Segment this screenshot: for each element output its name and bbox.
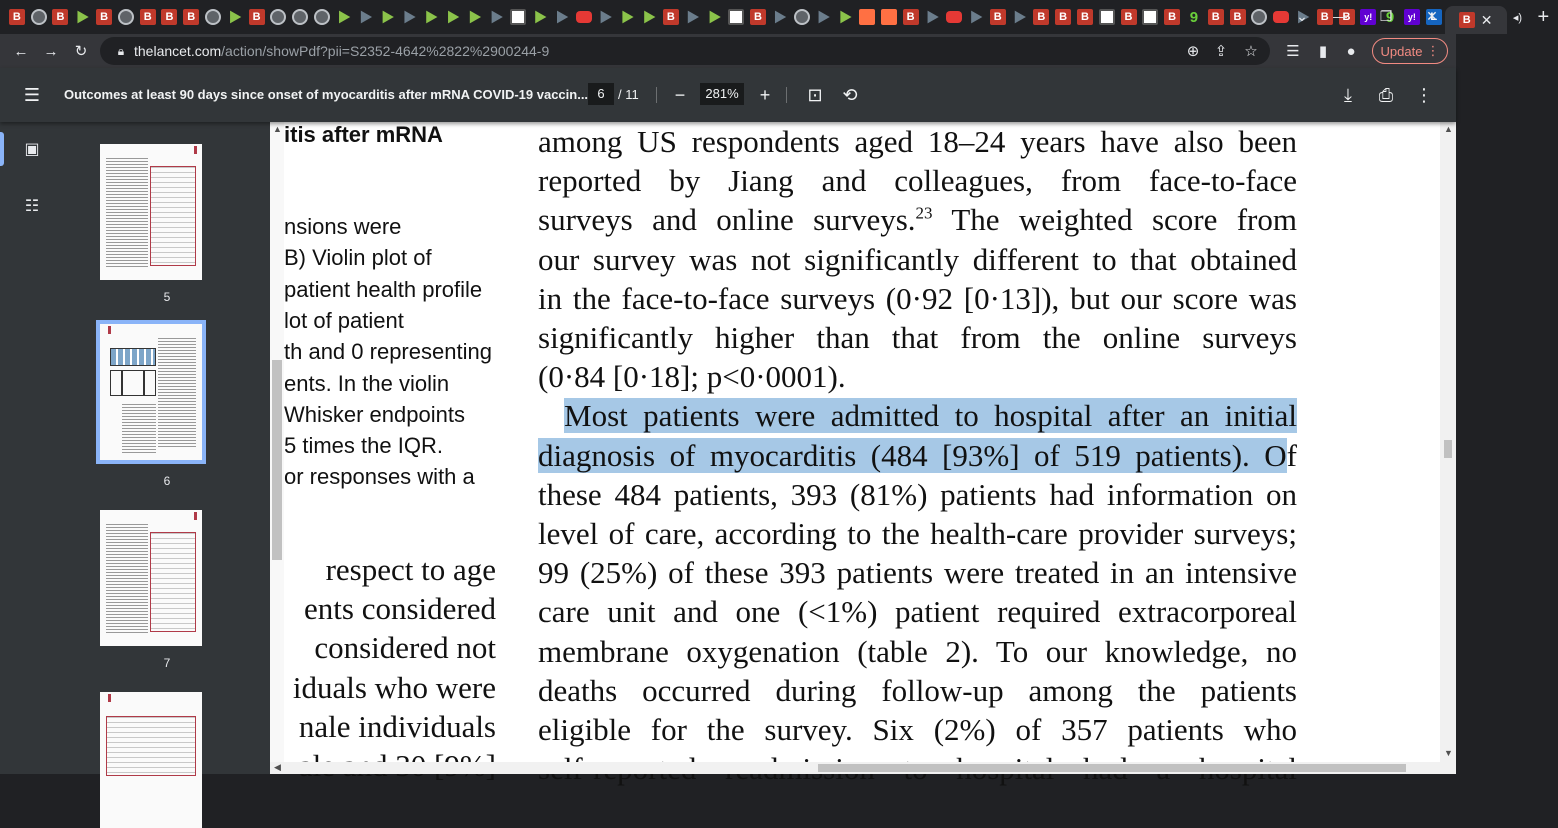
text-segment: f xyxy=(1286,437,1297,473)
caption-line: th and 0 representing xyxy=(284,339,492,365)
profile-icon[interactable]: ● xyxy=(1346,42,1356,60)
sidenav-rail xyxy=(0,122,64,774)
browser-tab[interactable] xyxy=(355,6,377,28)
body-text-line[interactable] xyxy=(538,632,1297,671)
browser-tab[interactable] xyxy=(202,6,224,28)
browser-tab[interactable] xyxy=(529,6,551,28)
update-button[interactable] xyxy=(1372,38,1448,64)
tab-favicon-icon xyxy=(1251,9,1267,25)
body-text-line[interactable] xyxy=(538,122,1297,161)
caption-line: lot of patient xyxy=(284,307,404,333)
selected-text[interactable]: diagnosis of myocarditis (484 [93%] of 519 patients). O xyxy=(538,437,1287,473)
tab-favicon-icon xyxy=(1208,9,1224,25)
browser-tab[interactable] xyxy=(377,6,399,28)
left-body-line: ents considered xyxy=(304,591,496,627)
minimize-icon[interactable]: — xyxy=(1333,8,1347,24)
browser-tab[interactable] xyxy=(791,6,813,28)
text-segment: our survey was not significantly different to that obtained xyxy=(538,241,1297,277)
caption-line: ents. In the violin xyxy=(284,370,450,396)
browser-tab[interactable] xyxy=(289,6,311,28)
browser-tab[interactable] xyxy=(725,6,747,28)
tab-favicon-icon xyxy=(488,9,504,25)
tab-search-icon[interactable]: ⌄ xyxy=(1296,7,1308,24)
browser-tab[interactable] xyxy=(268,6,290,28)
browser-tab[interactable] xyxy=(159,6,181,28)
vertical-scrollbar[interactable] xyxy=(1440,122,1456,762)
text-segment: significantly higher than that from the online surveys xyxy=(538,320,1297,355)
menu-icon[interactable]: ☰ xyxy=(23,84,41,105)
browser-tab[interactable] xyxy=(1009,6,1031,28)
browser-tab[interactable] xyxy=(704,6,726,28)
browser-tab[interactable] xyxy=(1139,6,1161,28)
tab-favicon-icon xyxy=(1142,9,1158,25)
browser-tab[interactable] xyxy=(1183,6,1205,28)
browser-tab[interactable] xyxy=(93,6,115,28)
body-text-line[interactable] xyxy=(538,592,1297,631)
tab-favicon-icon xyxy=(1033,9,1049,25)
zoom-in-icon[interactable]: + xyxy=(759,84,771,105)
browser-tab[interactable] xyxy=(987,6,1009,28)
browser-tab[interactable] xyxy=(6,6,28,28)
page-thumbnail-7[interactable] xyxy=(100,510,202,646)
tab-favicon-icon xyxy=(9,9,25,25)
tab-favicon-icon xyxy=(881,9,897,25)
scroll-up-arrow-icon[interactable]: ▲ xyxy=(273,124,282,134)
body-text-line[interactable] xyxy=(538,553,1297,592)
back-icon[interactable]: ← xyxy=(13,42,29,60)
tab-favicon-icon xyxy=(314,9,330,25)
rotate-icon[interactable]: ⟲ xyxy=(842,84,858,105)
body-text-line[interactable] xyxy=(538,475,1297,514)
body-text-line[interactable] xyxy=(538,240,1297,279)
browser-toolbar xyxy=(0,34,1456,68)
body-text-line[interactable] xyxy=(538,710,1297,749)
browser-tab[interactable] xyxy=(71,6,93,28)
fit-page-icon[interactable]: ⊡ xyxy=(807,84,823,105)
tab-favicon-icon xyxy=(1186,9,1202,25)
tab-favicon-icon xyxy=(205,9,221,25)
browser-tab[interactable] xyxy=(1248,6,1270,28)
browser-tab[interactable] xyxy=(137,6,159,28)
bookmark-star-icon[interactable]: ☆ xyxy=(1244,43,1258,60)
text-segment: membrane oxygenation (table 2). To our knowledge, no xyxy=(538,633,1297,669)
tab-favicon-icon xyxy=(619,9,635,25)
horizontal-scroll-thumb[interactable] xyxy=(818,764,1406,772)
body-text-line[interactable] xyxy=(538,279,1297,318)
body-text-line[interactable] xyxy=(538,200,1297,239)
thumbnail-label-5: 5 xyxy=(163,290,171,304)
divider xyxy=(786,87,787,103)
citation-superscript[interactable]: 23 xyxy=(915,204,933,224)
browser-tab[interactable] xyxy=(180,6,202,28)
browser-tab[interactable] xyxy=(616,6,638,28)
browser-tab[interactable] xyxy=(1074,6,1096,28)
tab-favicon-icon xyxy=(1230,9,1246,25)
browser-tab[interactable] xyxy=(224,6,246,28)
tab-favicon-icon xyxy=(96,9,112,25)
more-vert-icon: ⋮ xyxy=(1426,43,1440,58)
tab-favicon-icon xyxy=(990,9,1006,25)
tab-favicon-icon xyxy=(249,9,265,25)
page-thumbnail-6[interactable] xyxy=(100,324,202,460)
tab-favicon-icon xyxy=(968,9,984,25)
text-segment: level of care, according to the health-care provider surveys; xyxy=(538,516,1297,551)
browser-tab[interactable] xyxy=(246,6,268,28)
tab-favicon-icon xyxy=(576,11,592,23)
browser-tab[interactable] xyxy=(50,6,72,28)
body-text-line[interactable] xyxy=(538,671,1297,710)
browser-tab[interactable] xyxy=(921,6,943,28)
tab-favicon-icon xyxy=(401,9,417,25)
browser-tab[interactable] xyxy=(682,6,704,28)
browser-tab[interactable] xyxy=(573,6,595,28)
tab-favicon-icon xyxy=(227,9,243,25)
restore-icon[interactable]: ❐ xyxy=(1379,7,1393,24)
lock-icon[interactable]: 🔒︎ xyxy=(117,43,125,58)
scroll-left-arrow-icon[interactable]: ◀ xyxy=(274,762,281,772)
tab-favicon-icon xyxy=(445,9,461,25)
tab-favicon-icon xyxy=(1099,9,1115,25)
text-segment: care unit and one (<1%) patient required extracorporeal xyxy=(538,594,1297,630)
tab-favicon-icon xyxy=(1012,9,1028,25)
body-text-line[interactable] xyxy=(538,436,1297,475)
text-segment: eligible for the survey. Six (2%) of 357 patients who xyxy=(538,712,1297,747)
caption-line: or responses with a xyxy=(284,464,475,490)
new-tab-button[interactable]: + xyxy=(1537,5,1550,28)
caption-line: 5 times the IQR. xyxy=(284,433,443,459)
browser-tab[interactable] xyxy=(311,6,333,28)
browser-tab[interactable] xyxy=(486,6,508,28)
tab-favicon-icon xyxy=(641,9,657,25)
browser-tab[interactable] xyxy=(1205,6,1227,28)
browser-tab[interactable] xyxy=(420,6,442,28)
tab-favicon-icon xyxy=(467,9,483,25)
thumbnail-label-7: 7 xyxy=(163,656,171,670)
tab-favicon-icon xyxy=(815,9,831,25)
tab-favicon-icon xyxy=(532,9,548,25)
browser-tab[interactable] xyxy=(878,6,900,28)
tab-favicon-icon xyxy=(750,9,766,25)
document-title: Outcomes at least 90 days since onset of myocarditis after mRNA COVID-19 vaccin... xyxy=(64,87,589,102)
more-options-icon[interactable]: ⋮ xyxy=(1415,84,1433,105)
tab-favicon-icon xyxy=(706,9,722,25)
browser-tab[interactable] xyxy=(1052,6,1074,28)
pdf-toolbar xyxy=(0,68,1456,122)
text-segment: in the face-to-face surveys (0·92 [0·13]), but our score was xyxy=(538,280,1297,316)
caption-line: B) Violin plot of xyxy=(284,245,432,271)
body-text-line[interactable] xyxy=(538,396,1297,435)
tab-favicon-icon xyxy=(183,9,199,25)
page-thumbnail-8[interactable] xyxy=(100,692,202,828)
browser-tab[interactable] xyxy=(834,6,856,28)
selected-text[interactable]: Most patients were admitted to hospital after an initial xyxy=(564,398,1297,434)
left-body-line: considered not xyxy=(314,630,496,666)
text-segment: surveys and online surveys. xyxy=(538,202,916,238)
scroll-up-arrow-icon[interactable]: ▲ xyxy=(1444,124,1453,134)
text-segment: 99 (25%) of these 393 patients were treated in an intensive xyxy=(538,555,1297,591)
browser-tab[interactable] xyxy=(115,6,137,28)
tab-favicon-icon xyxy=(161,9,177,25)
tab-favicon-icon xyxy=(597,9,613,25)
outline-view-icon[interactable]: ☷ xyxy=(24,198,40,215)
tab-favicon-icon xyxy=(794,9,810,25)
pdf-page xyxy=(284,122,1440,762)
zoom-out-icon[interactable]: − xyxy=(674,84,686,105)
tab-favicon-icon xyxy=(859,9,875,25)
url-path: /action/showPdf?pii=S2352-4642%2822%2900244-9 xyxy=(221,43,550,59)
address-bar[interactable] xyxy=(100,37,1270,65)
zoom-input[interactable]: 281% xyxy=(700,83,744,105)
url-text[interactable] xyxy=(134,43,549,59)
tab-favicon-icon xyxy=(270,9,286,25)
figure-heading-fragment: itis after mRNA xyxy=(284,122,443,147)
caption-line: nsions were xyxy=(284,214,402,239)
page-thumbnail-5[interactable] xyxy=(100,144,202,280)
browser-tab[interactable] xyxy=(551,6,573,28)
browser-tab[interactable] xyxy=(595,6,617,28)
text-segment: among US respondents aged 18–24 years have also been xyxy=(538,124,1297,159)
tab-favicon-icon xyxy=(663,9,679,25)
page-number-input[interactable]: 6 xyxy=(588,83,614,105)
tab-favicon-icon xyxy=(292,9,308,25)
browser-tab[interactable] xyxy=(1227,6,1249,28)
caption-line: Whisker endpoints xyxy=(284,401,465,427)
tab-favicon-icon xyxy=(74,9,90,25)
tab-favicon-icon xyxy=(31,9,47,25)
browser-tab[interactable] xyxy=(333,6,355,28)
tab-favicon-icon xyxy=(924,9,940,25)
close-tab-icon[interactable]: ✕ xyxy=(1480,11,1493,28)
tab-favicon-icon xyxy=(336,9,352,25)
browser-tab[interactable] xyxy=(1096,6,1118,28)
text-segment: reported by Jiang and colleagues, from face-to-face xyxy=(538,163,1297,199)
tab-favicon-icon xyxy=(1459,12,1475,28)
tab-favicon-icon xyxy=(379,9,395,25)
tab-favicon-icon xyxy=(772,9,788,25)
zoom-icon[interactable]: ⊕ xyxy=(1186,43,1200,60)
tab-favicon-icon xyxy=(903,9,919,25)
tab-favicon-icon xyxy=(423,9,439,25)
share-icon[interactable]: ⇪ xyxy=(1214,43,1228,60)
left-scroll-thumb[interactable] xyxy=(272,360,282,560)
tab-favicon-icon xyxy=(140,9,156,25)
browser-tab[interactable] xyxy=(28,6,50,28)
browser-tab[interactable] xyxy=(660,6,682,28)
audio-tab-icon[interactable]: ◂) xyxy=(1512,11,1523,24)
left-body-line: nale individuals xyxy=(298,708,496,744)
tab-favicon-icon xyxy=(946,11,962,23)
active-indicator xyxy=(0,132,4,166)
browser-tab[interactable] xyxy=(638,6,660,28)
print-icon[interactable]: ⎙ xyxy=(1378,84,1394,105)
tab-favicon-icon xyxy=(52,9,68,25)
thumbnail-panel xyxy=(64,122,270,774)
browser-tab[interactable] xyxy=(1161,6,1183,28)
browser-tab[interactable] xyxy=(900,6,922,28)
tab-favicon-icon xyxy=(1121,9,1137,25)
text-segment: deaths occurred during follow-up among the patients xyxy=(538,672,1297,708)
tab-favicon-icon xyxy=(837,9,853,25)
divider xyxy=(656,87,657,103)
tab-favicon-icon xyxy=(510,9,526,25)
body-text-line[interactable] xyxy=(538,357,1297,396)
browser-tab[interactable] xyxy=(1030,6,1052,28)
vertical-scroll-thumb[interactable] xyxy=(1444,440,1452,458)
browser-tab[interactable] xyxy=(856,6,878,28)
left-body-line: iduals who were xyxy=(292,669,496,705)
left-body-line: respect to age xyxy=(325,552,496,587)
browser-tab[interactable] xyxy=(507,6,529,28)
browser-tab[interactable] xyxy=(943,6,965,28)
text-segment: (0·84 [0·18]; p<0·0001). xyxy=(538,359,846,395)
text-segment: these 484 patients, 393 (81%) patients had information on xyxy=(538,476,1297,512)
page-count: / 11 xyxy=(618,87,639,102)
tab-favicon-icon xyxy=(728,9,744,25)
url-host: thelancet.com xyxy=(134,43,222,59)
browser-tab[interactable] xyxy=(812,6,834,28)
side-panel-icon[interactable]: ▮ xyxy=(1318,43,1328,60)
tab-favicon-icon xyxy=(1077,9,1093,25)
left-column-scrollbar[interactable] xyxy=(270,122,284,762)
thumbnails-view-icon[interactable]: ▣ xyxy=(24,141,40,158)
close-window-icon[interactable]: ✕ xyxy=(1426,7,1438,24)
active-browser-tab[interactable] xyxy=(1445,6,1507,34)
browser-tab[interactable] xyxy=(965,6,987,28)
text-segment: The weighted score from xyxy=(932,202,1297,238)
browser-tab[interactable] xyxy=(1118,6,1140,28)
browser-tab[interactable] xyxy=(464,6,486,28)
forward-icon[interactable]: → xyxy=(43,42,59,60)
tab-favicon-icon xyxy=(1055,9,1071,25)
tab-favicon-icon xyxy=(685,9,701,25)
thumbnail-label-6: 6 xyxy=(163,474,171,488)
body-text-line[interactable] xyxy=(538,161,1297,200)
browser-tab[interactable] xyxy=(442,6,464,28)
browser-tab[interactable] xyxy=(747,6,769,28)
tab-favicon-icon xyxy=(1164,9,1180,25)
reading-list-icon[interactable]: ☰ xyxy=(1286,43,1300,60)
scroll-down-arrow-icon[interactable]: ▼ xyxy=(1444,748,1453,758)
update-label: Update xyxy=(1380,43,1423,59)
tab-favicon-icon xyxy=(554,9,570,25)
pdf-viewer[interactable] xyxy=(270,122,1440,762)
browser-tab[interactable] xyxy=(769,6,791,28)
body-text-line[interactable] xyxy=(538,318,1297,357)
browser-tab[interactable] xyxy=(398,6,420,28)
tab-strip xyxy=(0,0,1550,34)
body-text-line[interactable] xyxy=(538,514,1297,553)
tab-favicon-icon xyxy=(358,9,374,25)
download-icon[interactable]: ⤓ xyxy=(1344,84,1352,105)
horizontal-scrollbar[interactable] xyxy=(270,762,1456,774)
caption-line: patient health profile xyxy=(284,276,483,302)
reload-icon[interactable]: ↻ xyxy=(74,43,88,60)
tab-favicon-icon xyxy=(118,9,134,25)
